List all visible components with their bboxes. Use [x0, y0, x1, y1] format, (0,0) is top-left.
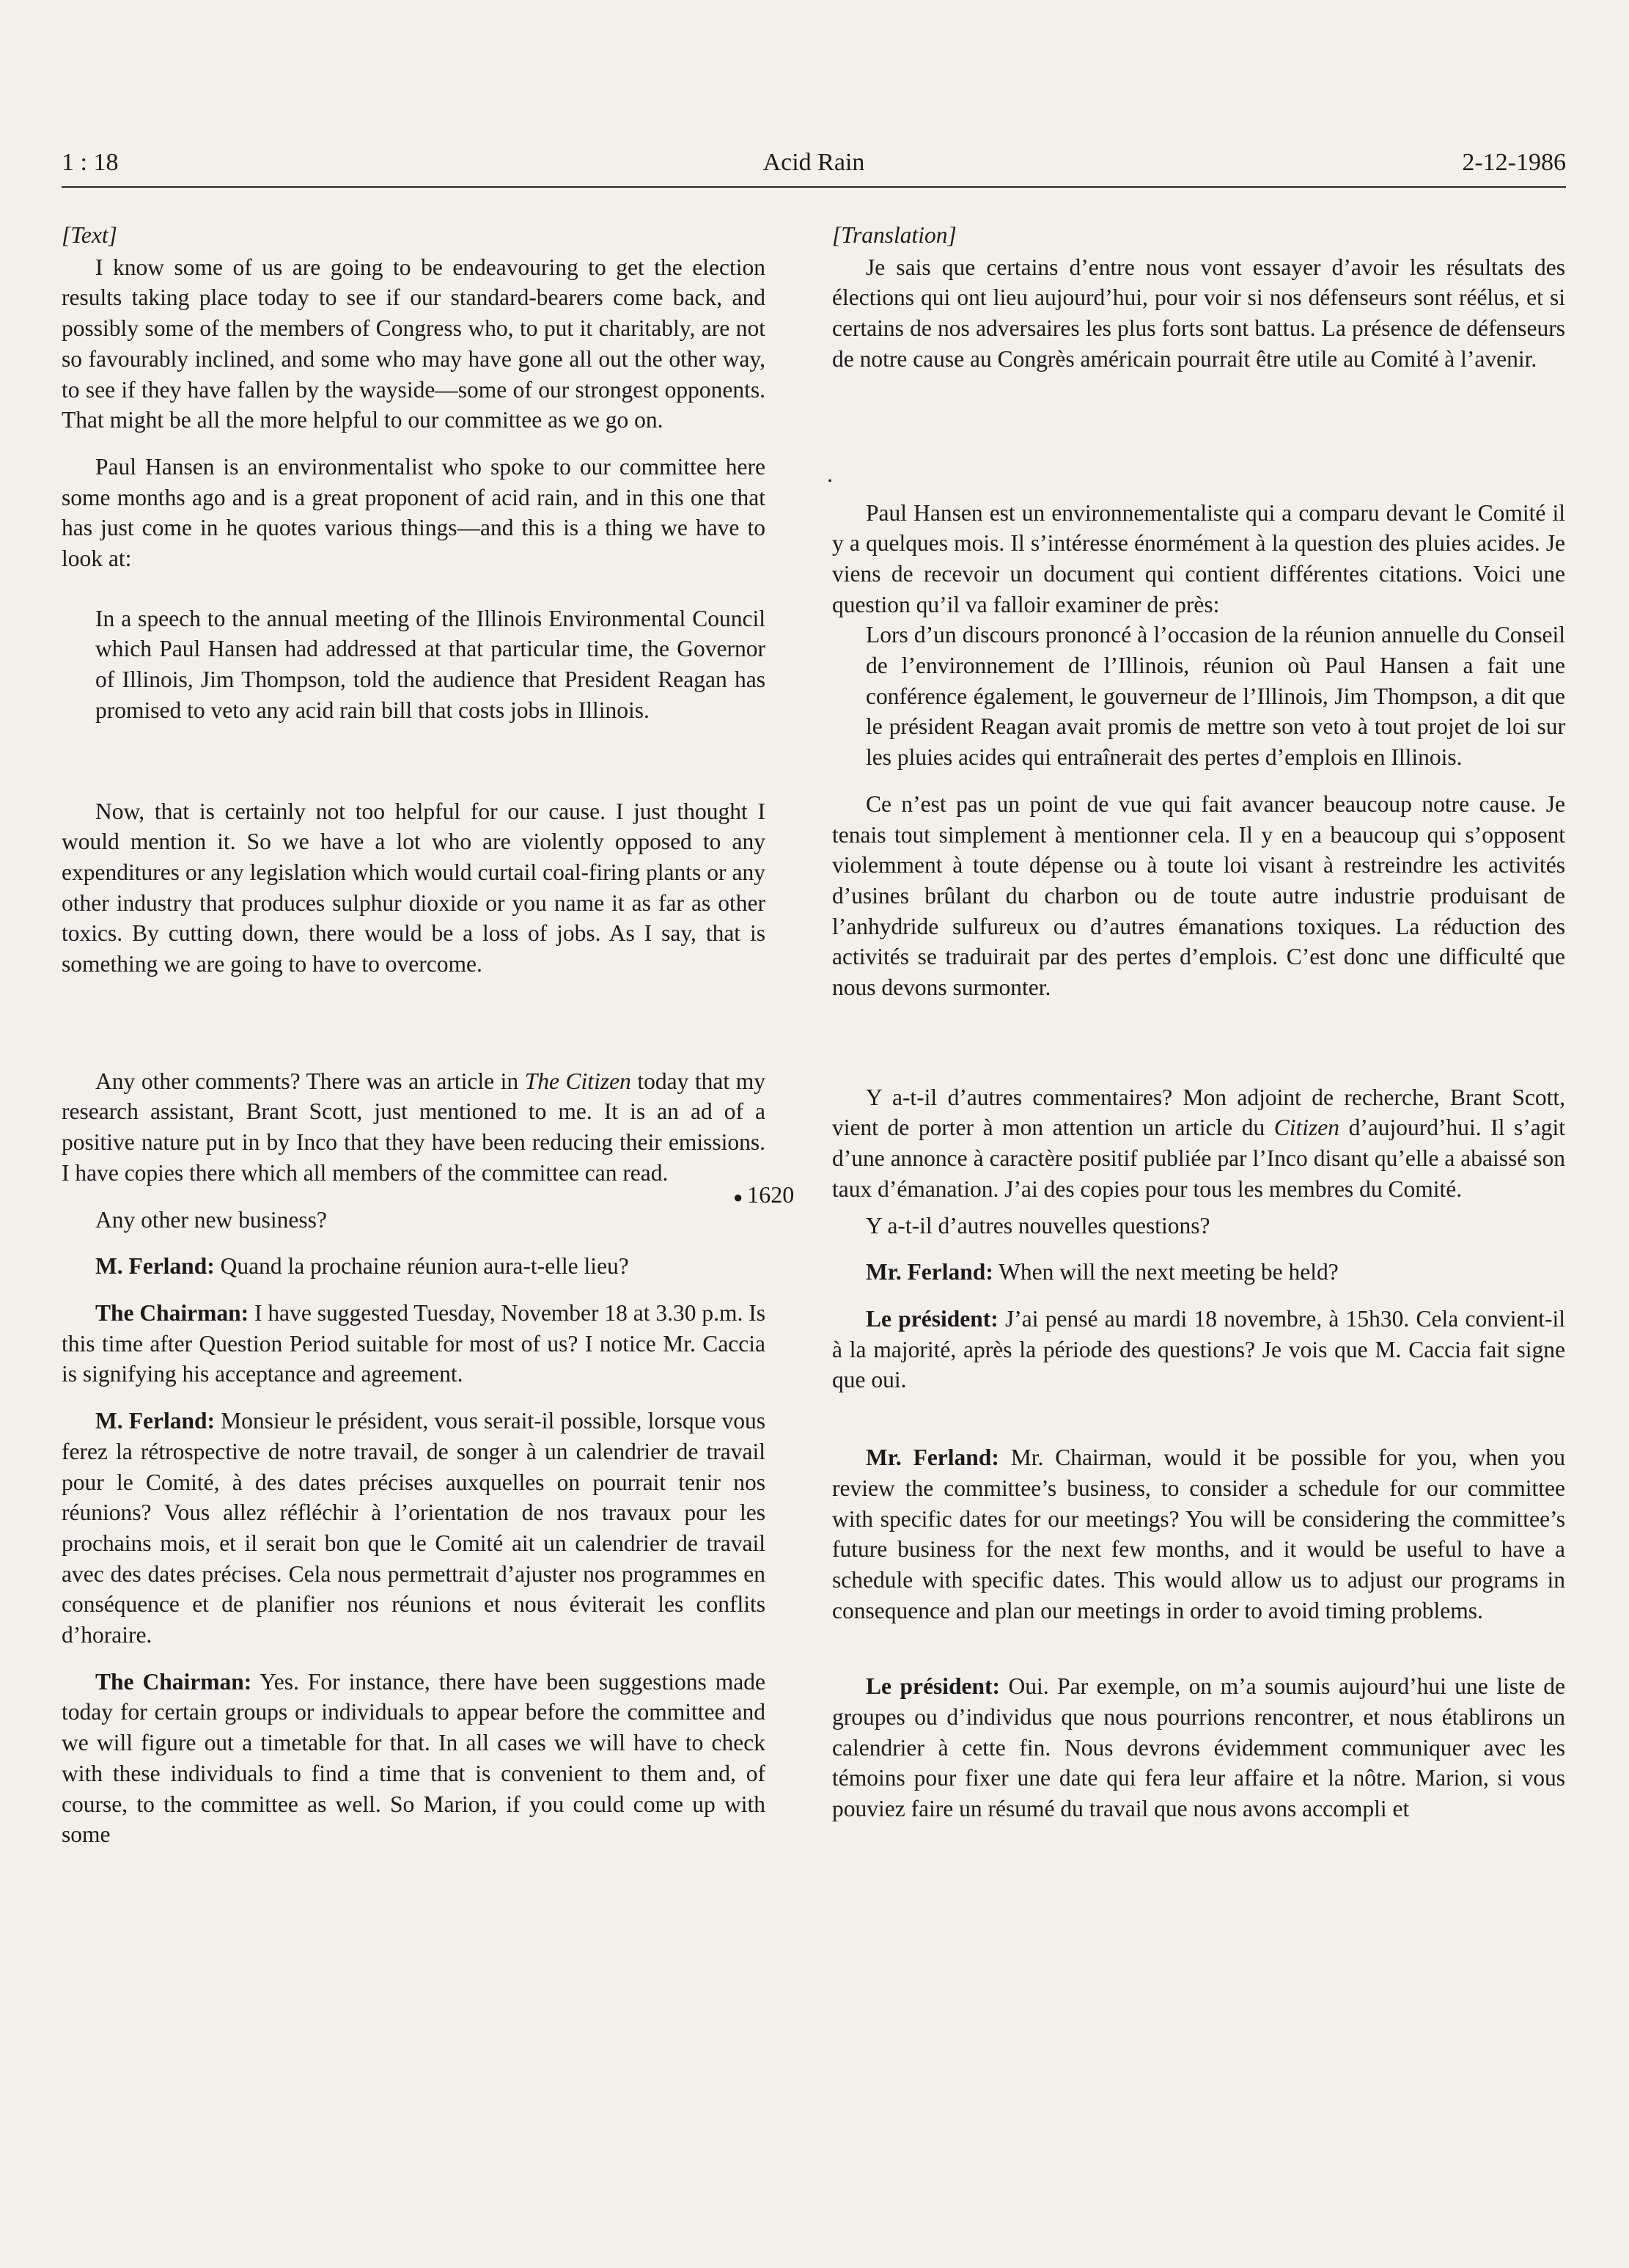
- paragraph: I know some of us are going to be endeavouring to get the election results taking place today to see if our standard-bearers come back, and possibly some of the members of Congress who, to put it charitably, are not so favourably inclined, and some who may have gone all out the other way, to see if they have fallen by the wayside—some of our strongest opponents. That might be all the more helpful to our committee as we go on.: [62, 254, 765, 433]
- speaker-turn: Mr. Ferland: Mr. Chairman, would it be possible for you, when you review the committee’s business, to consider a schedule for our committee with specific dates for our meetings? You will be considering the committee’s future business for the next few months, and it would be useful to have a schedule with specific dates. This would allow us to adjust our programs in consequence and plan our meetings in order to avoid timing problems.: [832, 1445, 1566, 1623]
- speaker-turn: The Chairman: I have suggested Tuesday, November 18 at 3.30 p.m. Is this time after Question Period suitable for most of us? I notice Mr. Caccia is signifying his acceptance and agreement.: [62, 1299, 765, 1387]
- speaker-name: Mr. Ferland:: [866, 1259, 993, 1285]
- speaker-name: Le président:: [866, 1305, 999, 1332]
- page-number: 1 : 18: [62, 149, 119, 176]
- speaker-turn: Mr. Ferland: When will the next meeting be held?: [866, 1259, 1339, 1285]
- header-divider: [62, 186, 1566, 188]
- bullet-icon: ●: [733, 1187, 743, 1206]
- speaker-turn: M. Ferland: Quand la prochaine réunion aura-t-elle lieu?: [95, 1253, 629, 1280]
- paragraph: Je sais que certains d’entre nous vont essayer d’avoir les résultats des élections qui ont lieu aujourd’hui, pour voir si nos défenseurs sont réélus, et si certains de nos adversaires les plus forts sont battus. La présence de défenseurs de notre cause au Congrès américain pourrait être utile au Comité à l’avenir.: [832, 254, 1565, 372]
- speaker-name: M. Ferland:: [95, 1408, 215, 1434]
- paragraph: Ce n’est pas un point de vue qui fait avancer beaucoup notre cause. Je tenais tout simplement à mentionner cela. Il y en a beaucoup qui s’opposent violemment à toute dépense ou à toute loi visant à restreindre les activités d’usines brûlant du charbon ou de toute autre industrie produisant de l’anhydride sulfureux ou d’autres émanations toxiques. La réduction des activités se traduirait par des pertes d’emplois. C’est donc une difficulté que nous devons surmonter.: [832, 790, 1565, 1001]
- paragraph: Y a-t-il d’autres nouvelles questions?: [866, 1212, 1210, 1238]
- speaker-name: Mr. Ferland:: [866, 1445, 999, 1471]
- speaker-turn: The Chairman: Yes. For instance, there have been suggestions made today for certain groups or individuals to appear before the committee and we will figure out a timetable for that. In all cases we will have to check with these individuals to find a time that is convenient to them and, of course, to the committee as well. So Marion, if you could come up with some: [62, 1668, 766, 1848]
- header-date: 2-12-1986: [1462, 149, 1566, 176]
- speaker-turn: Le président: Oui. Par exemple, on m’a soumis aujourd’hui une liste de groupes ou d’individus que nous pourrions rencontrer, et nous établirons un calendrier à cette fin. Nous devrons évidemment communiquer avec les témoins pour fixer une date qui fera leur affaire et la nôtre. Marion, si vous pouviez faire un résumé du travail que nous avons accompli et: [832, 1673, 1566, 1822]
- time-marker: ● 1620: [733, 1181, 795, 1208]
- paragraph: Paul Hansen is an environmentalist who spoke to our committee here some months ago and is a great proponent of acid rain, and in this one that has just come in he quotes various things—and this is a thing we have to look at:: [62, 453, 765, 572]
- speaker-turn: Le président: J’ai pensé au mardi 18 novembre, à 15h30. Cela convient-il à la majorité, après la période des questions? Je vois que M. Caccia fait signe que oui.: [832, 1305, 1566, 1393]
- speaker-name: The Chairman:: [95, 1668, 252, 1695]
- speaker-name: Le président:: [866, 1673, 1000, 1700]
- paragraph: Any other new business?: [95, 1206, 327, 1233]
- stray-mark: .: [827, 460, 833, 487]
- page-header: [62, 144, 1566, 182]
- paragraph: Y a-t-il d’autres commentaires? Mon adjoint de recherche, Brant Scott, vient de porter à mon attention un article du Citizen d’aujourd’hui. Il s’agit d’une annonce à caractère positif publiée par l’Inco disant qu’elle a abaissé son taux d’émanation. J’ai des copies pour tous les membres du Comité.: [832, 1084, 1565, 1202]
- paragraph: Paul Hansen est un environnementaliste qui a comparu devant le Comité il y a quelques mois. Il s’intéresse énormément à la question des pluies acides. Je viens de recevoir un document qui contient différentes citations. Voici une question qu’il va falloir examiner de près:: [832, 499, 1565, 617]
- speaker-name: The Chairman:: [95, 1299, 249, 1326]
- translation-column: [832, 220, 1565, 1824]
- text-tag: [Text]: [62, 222, 117, 248]
- block-quote: In a speech to the annual meeting of the Illinois Environmental Council which Paul Hansen had addressed at that particular time, the Governor of Illinois, Jim Thompson, told the audience that President Reagan has promised to veto any acid rain bill that costs jobs in Illinois.: [95, 605, 765, 723]
- running-title: Acid Rain: [762, 149, 865, 176]
- speaker-name: M. Ferland:: [95, 1253, 215, 1280]
- paragraph: Now, that is certainly not too helpful for our cause. I just thought I would mention it. So we have a lot who are violently opposed to any expenditures or any legislation which would curtail coal-firing plants or any other industry that produces sulphur dioxide or you name it as far as other toxics. By cutting down, there would be a loss of jobs. As I say, that is something we are going to have to overcome.: [62, 798, 765, 977]
- speaker-turn: M. Ferland: Monsieur le président, vous serait-il possible, lorsque vous ferez la rétrospective de notre travail, de songer à un calendrier de travail pour le Comité, à des dates précises auxquelles on pourrait tenir nos réunions? Vous allez réfléchir à l’orientation de nos travaux pour les prochains mois, et il serait bon que le Comité ait un calendrier de travail avec des dates précises. Cela nous permettrait d’ajuster nos programmes en conséquence et de planifier nos réunions et nous éviterait les conflits d’horaire.: [62, 1408, 765, 1648]
- translation-tag: [Translation]: [832, 222, 957, 248]
- english-column: [62, 220, 765, 1850]
- paragraph: Any other comments? There was an article in The Citizen today that my research assistant, Brant Scott, just mentioned to me. It is an ad of a positive nature put in by Inco that they have been reducing their emissions. I have copies there which all members of the committee can read.: [62, 1068, 765, 1186]
- block-quote: Lors d’un discours prononcé à l’occasion de la réunion annuelle du Conseil de l’environnement de l’Illinois, réunion où Paul Hansen a fait une conférence également, le gouverneur de l’Illinois, Jim Thompson, a dit que le président Reagan avait promis de mettre son veto à tout projet de loi sur les pluies acides qui entraînerait des pertes d’emplois en Illinois.: [866, 622, 1565, 771]
